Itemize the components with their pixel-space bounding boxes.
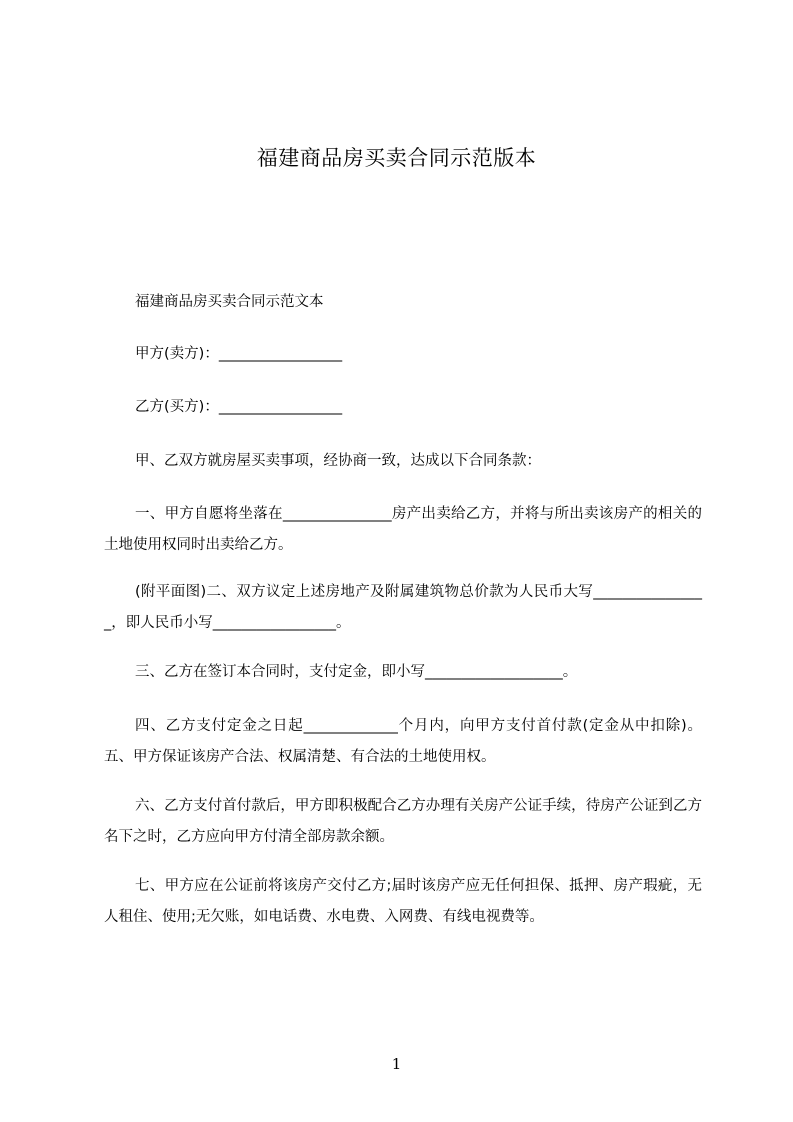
document-title: 福建商品房买卖合同示范版本 [256, 146, 537, 170]
paragraph-clause-7: 七、甲方应在公证前将该房产交付乙方;届时该房产应无任何担保、抵押、房产瑕疵，无人租住、使用;无欠账，如电话费、水电费、入网费、有线电视费等。 [104, 878, 702, 925]
paragraph-party-a: 甲方(卖方)：_________________ [135, 346, 343, 362]
paragraph-intro: 甲、乙双方就房屋买卖事项，经协商一致，达成以下合同条款： [135, 453, 541, 469]
paragraph-clause-2: (附平面图)二、双方议定上述房地产及附属建筑物总价款为人民币大写________________，即人民币小写_________________。 [104, 584, 702, 631]
paragraph-clause-6: 六、乙方支付首付款后，甲方即积极配合乙方办理有关房产公证手续，待房产公证到乙方名下之时，乙方应向甲方付清全部房款余额。 [104, 798, 702, 845]
paragraph-subtitle: 福建商品房买卖合同示范文本 [135, 294, 324, 310]
paragraph-clause-1: 一、甲方自愿将坐落在_______________房产出卖给乙方，并将与所出卖该房产的相关的土地使用权同时出卖给乙方。 [104, 506, 702, 553]
paragraph-party-b: 乙方(买方)：_________________ [135, 399, 343, 415]
paragraph-clause-4-5: 四、乙方支付定金之日起_____________个月内，向甲方支付首付款(定金从中扣除)。五、甲方保证该房产合法、权属清楚、有合法的土地使用权。 [104, 718, 702, 765]
page-number: 1 [391, 1055, 402, 1073]
paragraph-clause-3: 三、乙方在签订本合同时，支付定金，即小写___________________。 [135, 664, 578, 680]
